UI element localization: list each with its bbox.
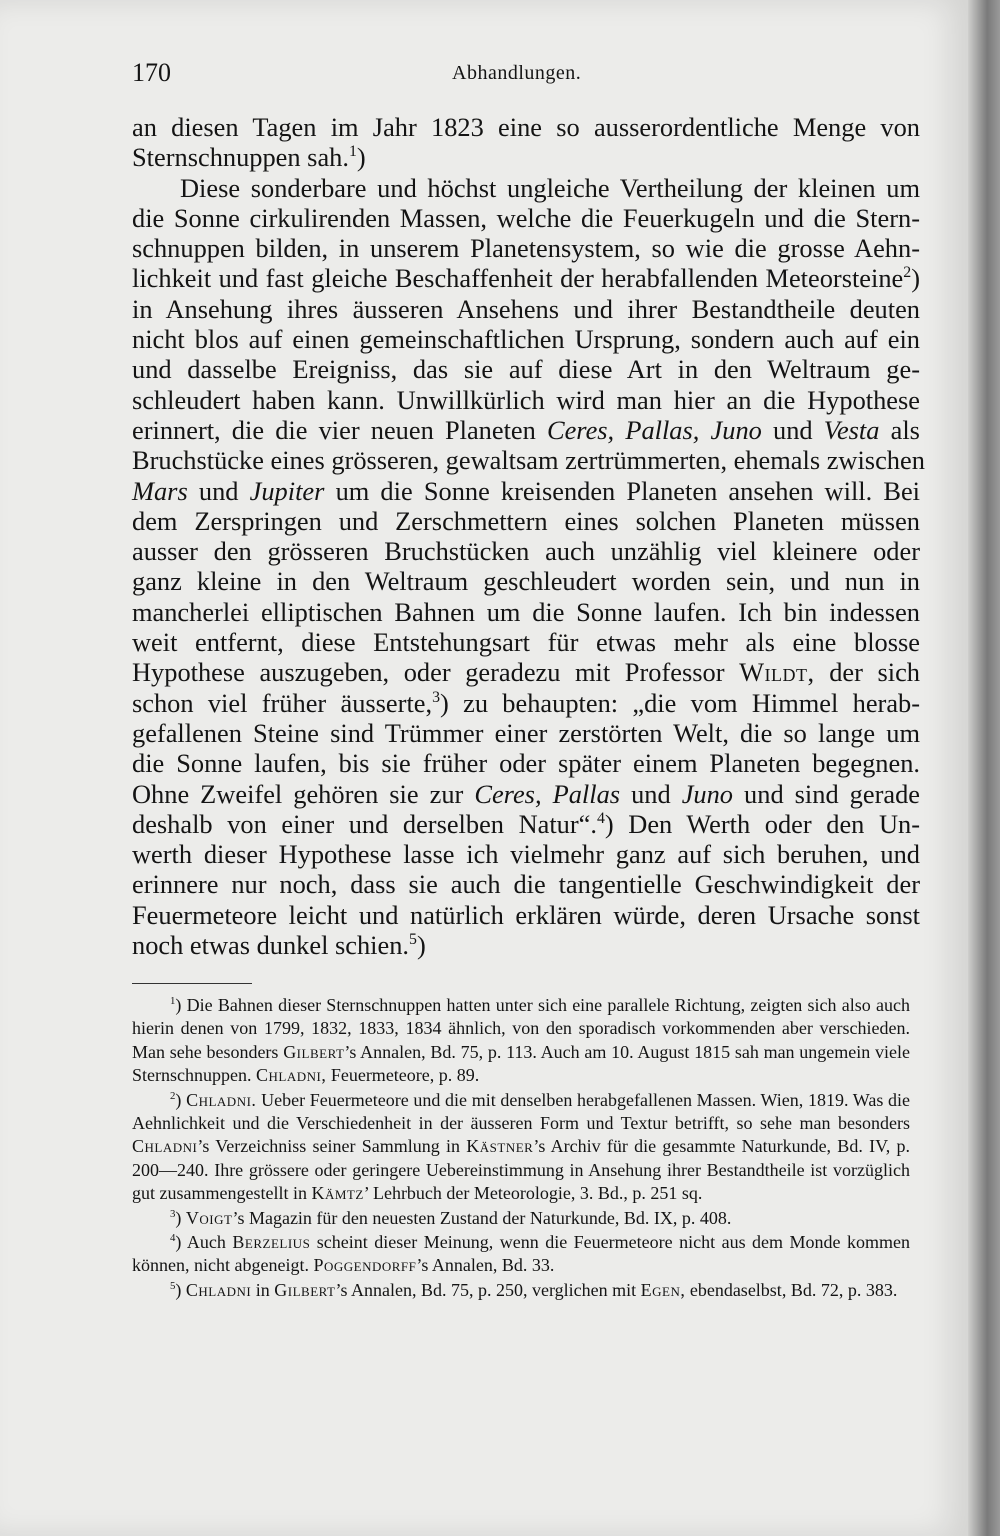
text-line: noch etwas dunkel schien.$^5$)	[132, 930, 426, 961]
text-line: weit entfernt, diese Entstehungsart für etwas mehr als eine blosse	[132, 627, 920, 658]
author-name: Voigt	[185, 1207, 233, 1228]
paragraph	[132, 172, 925, 961]
footnote-5: $^5$) Chladni in Gilbert’s Annalen, Bd. 75, p. 250, verglichen mit Egen, ebendaselbst, Bd. 72, p. 383.	[170, 1279, 898, 1300]
text-line: und dasselbe Ereigniss, das sie auf diese Art in den Weltraum ge-	[132, 354, 920, 385]
main-text	[132, 112, 925, 961]
footnote-text: Die Bahnen dieser Sternschnuppen hatten unter sich eine parallele Richtung, zeigten sich also auch hierin denen von 1799, 1832, 1833, 1834 ähnlich, von den sporadisch vorkommenden aber verschieden. Man sehe besonders	[132, 995, 910, 1062]
text-line	[132, 657, 920, 687]
footnote-text: ’s Annalen, Bd. 75, p. 250, verglichen mit	[335, 1279, 637, 1300]
text-line: Diese sonderbare und höchst ungleiche Vertheilung der kleinen um	[180, 172, 920, 203]
text-line: Feuermeteore leicht und natürlich erklären würde, deren Ursache sonst	[132, 899, 920, 930]
footnote-rule	[132, 983, 252, 984]
text-segment: erinnert, die die vier neuen Planeten	[132, 414, 536, 445]
italic-name: Mars	[132, 475, 188, 506]
footnotes	[132, 994, 910, 1303]
text-segment: als	[890, 414, 920, 445]
footnote-text: Feuermeteore, p. 89.	[330, 1065, 480, 1086]
text-line: lichkeit und fast gleiche Beschaffenheit der herabfallenden Meteorsteine$^2$)	[132, 263, 920, 294]
footnote-4: $^4$) Auch Berzelius scheint dieser Meinung, wenn die Feuermeteore nicht aus dem Monde kommen können, nicht abgeneigt. Poggendorff’s Annalen, Bd. 33.	[132, 1232, 911, 1276]
text-line: mancherlei elliptischen Bahnen um die Sonne laufen. Ich bin indessen	[132, 596, 920, 627]
text-line: ganz kleine in den Weltraum geschleudert worden sein, und nun in	[132, 566, 920, 597]
text-segment: um die Sonne kreisenden Planeten ansehen will. Bei	[335, 475, 920, 506]
text-line: an diesen Tagen im Jahr 1823 eine so ausserordentliche Menge von	[132, 112, 920, 142]
italic-name: Juno	[681, 778, 734, 809]
author-name: Poggendorff	[313, 1255, 417, 1276]
footnote-ref: 1	[348, 143, 357, 161]
text-line: schon viel früher äusserte,$^3$) zu behaupten: „die vom Himmel herab-	[132, 687, 921, 718]
footnote-ref: 2	[903, 264, 912, 282]
text-segment: zu behaupten: „die vom Himmel herab-	[463, 687, 921, 718]
author-name: Kämtz	[311, 1183, 364, 1204]
text-line: Bruchstücke eines grösseren, gewaltsam zertrümmerten, ehemals zwischen	[132, 445, 925, 476]
text-segment: der sich	[829, 657, 920, 688]
author-name: Egen,	[640, 1279, 686, 1300]
footnote-text: ’ Lehrbuch der Meteorologie, 3. Bd., p. 251 sq.	[363, 1183, 703, 1204]
text-line: deshalb von einer und derselben Natur“.$^4$) Den Werth oder den Un-	[132, 808, 920, 839]
text-segment: Sternschnuppen sah.	[132, 142, 349, 173]
page-header	[132, 58, 912, 98]
text-line: gefallenen Steine sind Trümmer einer zerstörten Welt, die so lange um	[132, 717, 920, 748]
text-line: erinnere nur noch, dass sie auch die tangentielle Geschwindigkeit der	[132, 869, 920, 900]
footnote-marker: 1	[170, 995, 176, 1007]
text-line: werth dieser Hypothese lasse ich vielmehr ganz auf sich beruhen, und	[132, 839, 920, 870]
author-name: Chladni	[185, 1279, 252, 1300]
author-name: Chladni,	[255, 1065, 327, 1086]
author-name: Kästner	[466, 1136, 534, 1157]
italic-name: Jupiter	[249, 475, 325, 506]
author-name: Berzelius	[232, 1232, 311, 1253]
author-name: Chladni.	[186, 1089, 257, 1110]
footnote-text: ’s Annalen, Bd. 75, p. 113. Auch am 10. August 1815 sah man ungemein viele Sternschnuppen.	[132, 1041, 910, 1086]
paragraph-continuation	[132, 112, 920, 173]
text-segment: noch etwas dunkel schien.	[132, 930, 410, 961]
text-segment: Den Werth oder den Un-	[628, 808, 920, 839]
italic-name: Ceres,	[474, 778, 542, 809]
footnote-3: $^3$) Voigt’s Magazin für den neuesten Zustand der Naturkunde, Bd. IX, p. 408.	[170, 1207, 732, 1228]
author-name: Chladni	[132, 1136, 198, 1157]
text-line: ausser den grösseren Bruchstücken auch unzählig viel kleinere oder	[132, 536, 920, 567]
running-head: Abhandlungen.	[452, 62, 582, 84]
footnote-1: $^1$) Die Bahnen dieser Sternschnuppen hatten unter sich eine parallele Richtung, zeigten sich also auch hierin denen von 1799, 1832, 1833, 1834 ähnlich, von den sporadisch vorkommenden aber verschieden. Man sehe besonders Gilbert’s Annalen, Bd. 75, p. 113. Auch am 10. August 1815 sah man ungemein viele Sternschnuppen. Chladni, Feuermeteore, p. 89.	[132, 995, 910, 1086]
text-line: Sternschnuppen sah.$^1$)	[132, 142, 366, 173]
author-name: Wildt,	[739, 657, 815, 688]
footnote-text: in	[255, 1279, 270, 1300]
footnote-text: ’s Verzeichniss seiner Sammlung in	[197, 1136, 461, 1157]
italic-name: Ceres,	[546, 414, 615, 445]
text-line: in Ansehung ihres äusseren Ansehens und ihrer Bestandtheile deuten	[132, 293, 920, 324]
text-line	[132, 415, 920, 445]
text-line: nicht blos auf einen gemeinschaftlichen Ursprung, sondern auch auf ein	[132, 324, 920, 355]
footnote-text: ebendaselbst, Bd. 72, p. 383.	[689, 1279, 898, 1300]
footnote-text: ’s Archiv für die gesammte Naturkunde, Bd. IV, p. 200—240. Ihre grössere oder geringere Uebereinstimmung in Ansehung ihrer Bestandtheile ist vorzüglich gut zusammengestellt in	[132, 1136, 911, 1204]
text-line: schleudert haben kann. Unwillkürlich wird man hier an die Hypothese	[132, 384, 920, 415]
text-segment: deshalb von einer und derselben Natur“.	[132, 808, 597, 839]
text-segment: und	[198, 475, 239, 506]
footnote-ref: 5	[409, 931, 417, 949]
footnote-text: scheint dieser Meinung, wenn die Feuermeteore nicht aus dem Monde kommen können, nicht abgeneigt.	[132, 1232, 911, 1276]
author-name: Gilbert	[283, 1041, 345, 1062]
text-segment: und	[631, 778, 671, 809]
text-segment: lichkeit und fast gleiche Beschaffenheit der herabfallenden Meteorsteine	[132, 263, 904, 294]
footnote-marker: 5	[170, 1279, 176, 1292]
text-line: dem Zerspringen und Zerschmettern eines solchen Planeten müssen	[132, 505, 920, 536]
text-segment: und	[773, 414, 813, 445]
text-line: schnuppen bilden, in unserem Planetensystem, so wie die grosse Aehn-	[132, 233, 920, 264]
text-segment: Hypothese auszugeben, oder geradezu mit Professor	[132, 657, 725, 688]
footnote-2: $^2$) Chladni. Ueber Feuermeteore und die mit denselben herabgefallenen Massen. Wien, 1819. Was die Aehnlichkeit und die Verschiedenheit in der äusseren Form und Textur betrifft, so sehe man besonders Chladni’s Verzeichniss seiner Sammlung in Kästner’s Archiv für die gesammte Naturkunde, Bd. IV, p. 200—240. Ihre grössere oder geringere Uebereinstimmung in Ansehung ihrer Bestandtheile ist vorzüglich gut zusammengestellt in Kämtz’ Lehrbuch der Meteorologie, 3. Bd., p. 251 sq.	[132, 1089, 911, 1204]
text-segment: Ohne Zweifel gehören sie zur	[132, 778, 464, 809]
author-name: Gilbert	[274, 1279, 336, 1300]
text-segment: und sind gerade	[744, 778, 920, 809]
italic-name: Pallas	[552, 778, 621, 809]
page-number: 170	[132, 58, 171, 87]
text-segment: schon viel früher äusserte,	[132, 687, 433, 718]
footnote-marker: 4	[170, 1232, 176, 1245]
footnote-marker: 2	[170, 1089, 176, 1102]
text-line: die Sonne laufen, bis sie früher oder später einem Planeten begegnen.	[132, 748, 920, 779]
text-line	[132, 779, 920, 809]
text-line	[132, 476, 920, 506]
footnote-ref: 3	[432, 688, 441, 706]
footnote-marker: 3	[170, 1207, 176, 1220]
italic-name: Vesta	[823, 414, 880, 445]
italic-name: Pallas,	[625, 414, 700, 445]
footnote-ref: 4	[596, 810, 605, 828]
page-edge-shadow	[968, 0, 1000, 1536]
italic-name: Juno	[710, 414, 762, 445]
footnote-text: Ueber Feuermeteore und die mit denselben herabgefallenen Massen. Wien, 1819. Was die Aehnlichkeit und die Verschiedenheit in der äusseren Form und Textur betrifft, so sehe man besonders	[132, 1089, 910, 1134]
footnote-text: ’s Annalen, Bd. 33.	[416, 1255, 555, 1276]
footnote-text: Auch	[186, 1232, 226, 1253]
footnote-text: ’s Magazin für den neuesten Zustand der Naturkunde, Bd. IX, p. 408.	[232, 1207, 732, 1228]
text-line: die Sonne cirkulirenden Massen, welche die Feuerkugeln und die Stern-	[132, 202, 920, 233]
